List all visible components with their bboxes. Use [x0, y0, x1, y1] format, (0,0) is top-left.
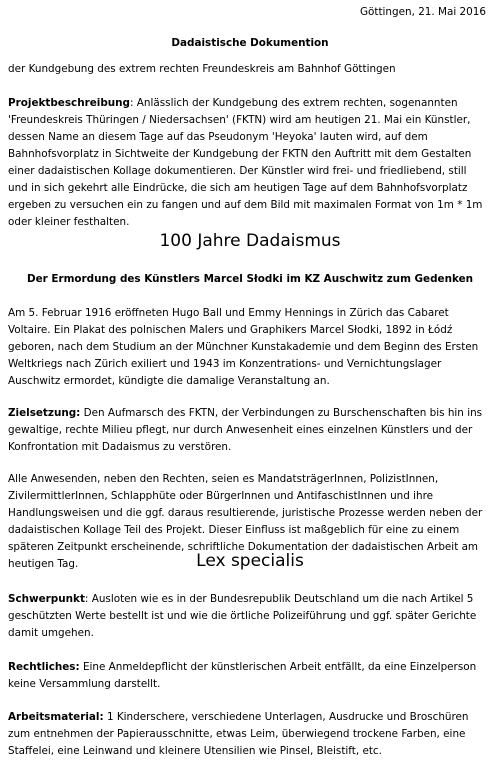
document-subtitle: der Kundgebung des extrem rechten Freundeskreis am Bahnhof Göttingen	[8, 63, 396, 75]
arbeitsmaterial-text: 1 Kinderschere, verschiedene Unterlagen, Ausdrucke und Broschüren zum entnehmen der Papierausschnitte, etwas Leim, überwiegend trockene Farben, eine Staffelei, eine Leinwand und kleinere Utensilien wie Pinsel, Bleistift, etc.	[8, 711, 469, 757]
projekt-paragraph	[8, 95, 486, 231]
ziel-label: Zielsetzung:	[8, 407, 81, 419]
ziel-paragraph	[8, 405, 486, 456]
anwesende-paragraph: Alle Anwesenden, neben den Rechten, seien es MandatsträgerInnen, PolizistInnen, ZivilermittlerInnen, Schlapphüte oder BürgerInnen und AntifaschistInnen und ihre Handlungsweisen und die ggf. daraus resultierende, juristische Prozesse werden neben der dadaistischen Kollage Teil des Projekt. Dieser Einfluss ist maßgeblich für eine zu einem späteren Zeitpunkt erscheinende, schriftliche Dokumentation der dadaistischen Arbeit am heutigen Tag.	[8, 473, 483, 570]
history-paragraph: Am 5. Februar 1916 eröffneten Hugo Ball und Emmy Hennings in Zürich das Cabaret Voltaire. Ein Plakat des polnischen Malers und Graphikers Marcel Słodki, 1892 in Łódź geboren, nach dem Studium an der Münchner Kunstakademie und dem Beginn des Ersten Weltkriegs nach Zürich exiliert und 1943 im Konzentrations- und Vernichtungslager Auschwitz ermordet, kündigte die damalige Veranstaltung an.	[8, 307, 479, 387]
section-subheading-slodki: Der Ermordung des Künstlers Marcel Słodki im KZ Auschwitz zum Gedenken	[26, 273, 474, 285]
section-heading-lex: Lex specialis	[196, 551, 304, 571]
projekt-label: Projektbeschreibung	[8, 97, 130, 109]
arbeitsmaterial-paragraph	[8, 709, 486, 760]
ziel-text: Den Aufmarsch des FKTN, der Verbindungen zu Burschenschaften bis hin ins gewaltige, rechte Milieu pflegt, nur durch Anwesenheit eines einzelnen Künstlers und der Konfrontation mit Dadaismus zu verstören.	[8, 407, 483, 453]
rechtliches-label: Rechtliches:	[8, 661, 80, 673]
projekt-text: : Anlässlich der Kundgebung des extrem rechten, sogenannten 'Freundeskreis Thüringen / Niedersachsen' (FKTN) wird am heutigen 21. Mai ein Künstler, dessen Name an diesem Tage auf das Pseudonym 'Heyoka' lauten wird, auf dem Bahnhofsvorplatz in Sichtweite der Kundgebung der FKTN den Auftritt mit dem Gestalten einer dadaistischen Kollage dokumentieren. Der Künstler wird frei- und friedliebend, still und in sich gekehrt alle Eindrücke, die sich am heutigen Tage auf dem Bahnhofsvorplatz ergeben zu versuchen ein zu fangen und auf dem Bild mit maximalen Format von 1m * 1m oder kleiner festhalten.	[8, 97, 483, 228]
rechtliches-paragraph	[8, 659, 486, 693]
schwerpunkt-text: : Ausloten wie es in der Bundesrepublik Deutschland um die nach Artikel 5 geschützten Werte bestellt ist und wie die örtliche Polizeiführung und ggf. später Gerichte damit umgehen.	[8, 593, 477, 639]
arbeitsmaterial-label: Arbeitsmaterial:	[8, 711, 104, 723]
document-date: Göttingen, 21. Mai 2016	[359, 6, 486, 18]
document-title: Dadaistische Dokumention	[171, 37, 329, 49]
rechtliches-text: Eine Anmeldepflicht der künstlerischen Arbeit entfällt, da eine Einzelperson keine Versammlung darstellt.	[8, 661, 477, 690]
section-heading-dadaismus: 100 Jahre Dadaismus	[159, 231, 341, 251]
schwerpunkt-paragraph	[8, 591, 486, 642]
schwerpunkt-label: Schwerpunkt	[8, 593, 85, 605]
